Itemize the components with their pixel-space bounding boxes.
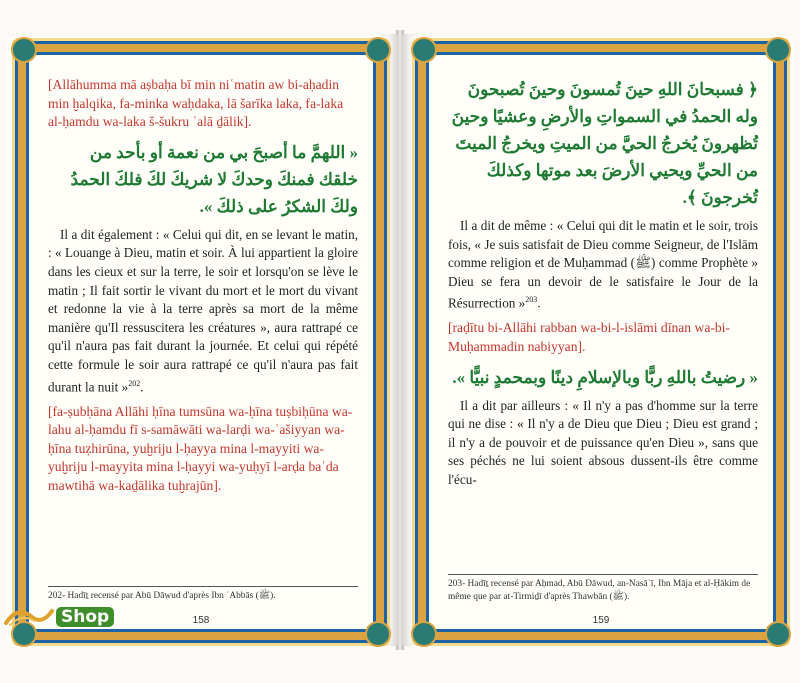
left-page — [6, 34, 398, 646]
left-page-text — [48, 76, 358, 502]
corner-ornament-icon — [765, 37, 791, 63]
hadith-paragraph: Il a dit également : « Celui qui dit, en se levant le matin, : « Louange à Dieu, matin et soir. À lui appartient la gloire dans les cieux et sur la terre, le soir et lorsqu'on se lève le matin ; Il fait sortir le vivant du mort et le mort du vivant et redonne la vie à la terre après sa mort de la même manière qu'Il ressuscitera les créatures », aura rattrapé ce qu'il n'aura pas fait durant la journée. Et celui qui répété cette formule le soir aura rattrapé ce qu'il n'aura pas fait durant la nuit »$^{202}$. — [48, 226, 358, 394]
footnote-marker: 202 — [128, 378, 141, 388]
right-page-ornamental-frame — [418, 44, 784, 640]
arabic-supplication: « اللهمَّ ما أصبحَ بي من نعمة أو بأحد من خلقك فمنكَ وحدكَ لا شريكَ لكَ فلكَ الحمدُ ولكَ الشكرُ على ذلكَ ». — [70, 142, 358, 216]
quran-verse: ﴿ فسبحانَ اللهِ حينَ تُمسونَ وحينَ تُصبحونَ وله الحمدُ في السمواتِ والأرضِ وعشيًا وحينَ تُظهرونَ يُخرجُ الحيَّ من الميتِ ويخرجُ الميتَ من الحيِّ ويحيي الأرضَ بعد موتها وكذلكَ تُخرجونَ ﴾. — [451, 80, 758, 207]
hadith-paragraph: Il a dit par ailleurs : « Il n'y a pas d'homme sur la terre qui ne dise : « Il n'y a de Dieu que Dieu ; Dieu est grand ; il n'y a de pouvoir et de puissance qu'en Dieu », sans que ses péchés ne lui soient absous dussent-ils être comme l'écu- — [448, 397, 758, 487]
right-page — [402, 34, 794, 646]
transliteration-block: [raḍītu bi-Allāhi rabban wa-bi-l-islāmi dīnan wa-bi-Muḥammadin nabiyyan]. — [448, 320, 730, 354]
left-page-ornamental-frame — [18, 44, 384, 640]
page-number: 158 — [192, 615, 210, 626]
right-page-text — [448, 72, 758, 496]
footnote-marker: 203 — [525, 295, 538, 305]
paragraph-text: Il a dit également : « Celui qui dit, en se levant le matin, : « Louange à Dieu, matin et soir. À lui appartient la gloire dans les cieux et sur la terre, le soir et lorsqu'on se lève le matin ; Il fait sortir le vivant du mort et le mort du vivant et redonne la vie à la terre après sa mort de la même manière qu'Il ressuscitera les créatures », aura rattrapé ce qu'il n'aura pas fait durant la journée. Et celui qui répété cette formule le soir aura rattrapé ce qu'il n'aura pas fait durant la nuit » — [48, 226, 358, 394]
footnote-rule — [48, 586, 358, 587]
corner-ornament-icon — [11, 37, 37, 63]
arabic-supplication: « رضيتُ باللهِ ربًّا وبالإسلامِ دينًا وبمحمدٍ نبيًّا ». — [452, 367, 758, 387]
transliteration-block: [fa-ṣubḥāna Allāhi ḥīna tumsūna wa-ḥīna tuṣbiḥūna wa-lahu al-ḥamdu fī s-samāwāti wa-larḍi wa-ʿašiyyan wa-ḥīna tuẓhirūna, yuḫriju l-ḥayya mina l-mayyiti wa-yuḫriju l-mayyita mina l-ḥayyi wa-yuḥyī l-arḍa baʿda mawtihā wa-kaḏālika tuḫrajūn]. — [48, 403, 353, 493]
footnote: 202- Hadīṯ recensé par Abū Dāwud d'après Ibn ʿAbbās (ﷺ). — [48, 591, 276, 601]
footnote-rule — [448, 574, 758, 575]
corner-ornament-icon — [365, 37, 391, 63]
logo-label: Shop — [56, 607, 114, 627]
footnote: 203- Hadīṯ recensé par Aḥmad, Abū Dāwud, an-Nasāʾī, Ibn Māja et al-Ḥākim de même que par at-Tirmiḏī d'après Thawbān (ﷺ). — [448, 579, 751, 602]
corner-ornament-icon — [411, 37, 437, 63]
shop-logo[interactable] — [4, 600, 134, 634]
transliteration-block: [Allāhumma mā aṣbaḥa bī min niʿmatin aw bi-aḥadin min ḫalqika, fa-minka waḥdaka, lā šarīka laka, fa-laka al-ḥamdu wa-laka š-šukru ʿalā ḏālik]. — [48, 77, 344, 130]
logo-swirl-icon — [4, 603, 64, 629]
page-number: 159 — [592, 615, 610, 626]
hadith-paragraph: Il a dit de même : « Celui qui dit le matin et le soir, trois fois, « Je suis satisfait de Dieu comme Seigneur, de l'Islām comme religion et de Muḥammad (ﷺ) comme Prophète » Dieu se fera un devoir de le satisfaire le Jour de la Résurrection »$^{203}$. — [448, 218, 758, 311]
paragraph-text: Il a dit de même : « Celui qui dit le matin et le soir, trois fois, « Je suis satisfait de Dieu comme Seigneur, de l'Islām comme religion et de Muḥammad (ﷺ) comme Prophète » Dieu se fera un devoir de le satisfaire le Jour de la Résurrection » — [448, 218, 758, 311]
